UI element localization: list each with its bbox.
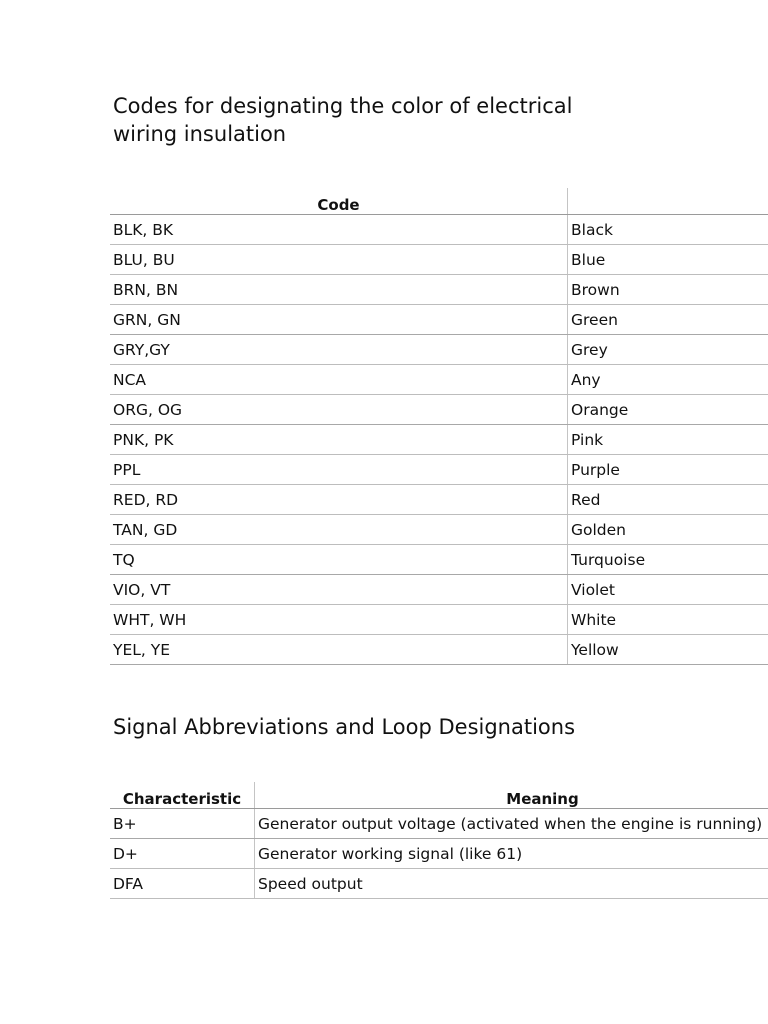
code-cell: GRY,GY <box>110 335 568 365</box>
color-cell: Green <box>568 305 768 335</box>
code-cell: RED, RD <box>110 485 568 515</box>
color-cell: Red <box>568 485 768 515</box>
code-cell: TQ <box>110 545 568 575</box>
code-cell: BLK, BK <box>110 215 568 245</box>
color-cell: Turquoise <box>568 545 768 575</box>
code-cell: TAN, GD <box>110 515 568 545</box>
characteristic-cell: B+ <box>110 809 255 839</box>
table-row <box>110 545 768 575</box>
table-row <box>110 455 768 485</box>
color-cell: Yellow <box>568 635 768 665</box>
characteristic-cell: D+ <box>110 839 255 869</box>
meaning-cell: Generator working signal (like 61) <box>255 839 768 869</box>
code-cell: BRN, BN <box>110 275 568 305</box>
code-cell: WHT, WH <box>110 605 568 635</box>
table-row <box>110 605 768 635</box>
meaning-cell: Speed output <box>255 869 768 899</box>
table-header-row <box>110 782 768 809</box>
code-cell: GRN, GN <box>110 305 568 335</box>
table-row <box>110 515 768 545</box>
code-cell: ORG, OG <box>110 395 568 425</box>
color-cell: Brown <box>568 275 768 305</box>
table-row <box>110 365 768 395</box>
characteristic-cell: DFA <box>110 869 255 899</box>
signal-abbreviations-table <box>110 782 768 899</box>
column-header-color <box>568 188 768 215</box>
code-cell: NCA <box>110 365 568 395</box>
column-header-code: Code <box>110 188 568 215</box>
table-row <box>110 305 768 335</box>
code-cell: BLU, BU <box>110 245 568 275</box>
wire-color-codes-table <box>110 188 768 665</box>
section-title-wire-colors: Codes for designating the color of electrical wiring insulation <box>113 94 573 146</box>
table-row <box>110 425 768 455</box>
table-row <box>110 809 768 839</box>
color-cell: Pink <box>568 425 768 455</box>
table-row <box>110 869 768 899</box>
color-cell: Golden <box>568 515 768 545</box>
color-cell: Violet <box>568 575 768 605</box>
table-row <box>110 245 768 275</box>
table-row <box>110 275 768 305</box>
code-cell: PNK, PK <box>110 425 568 455</box>
color-cell: Orange <box>568 395 768 425</box>
table-row <box>110 839 768 869</box>
section-title-signal-abbreviations: Signal Abbreviations and Loop Designations <box>113 715 576 739</box>
code-cell: PPL <box>110 455 568 485</box>
table-row <box>110 395 768 425</box>
table-row <box>110 335 768 365</box>
meaning-cell: Generator output voltage (activated when the engine is running) <box>255 809 768 839</box>
column-header-meaning: Meaning <box>255 782 768 809</box>
table-header-row <box>110 188 768 215</box>
table-row <box>110 635 768 665</box>
color-cell: Purple <box>568 455 768 485</box>
table-row <box>110 575 768 605</box>
table-row <box>110 485 768 515</box>
color-cell: Black <box>568 215 768 245</box>
code-cell: YEL, YE <box>110 635 568 665</box>
color-cell: Grey <box>568 335 768 365</box>
color-cell: Any <box>568 365 768 395</box>
column-header-characteristic: Characteristic <box>110 782 255 809</box>
table-row <box>110 215 768 245</box>
color-cell: Blue <box>568 245 768 275</box>
color-cell: White <box>568 605 768 635</box>
code-cell: VIO, VT <box>110 575 568 605</box>
